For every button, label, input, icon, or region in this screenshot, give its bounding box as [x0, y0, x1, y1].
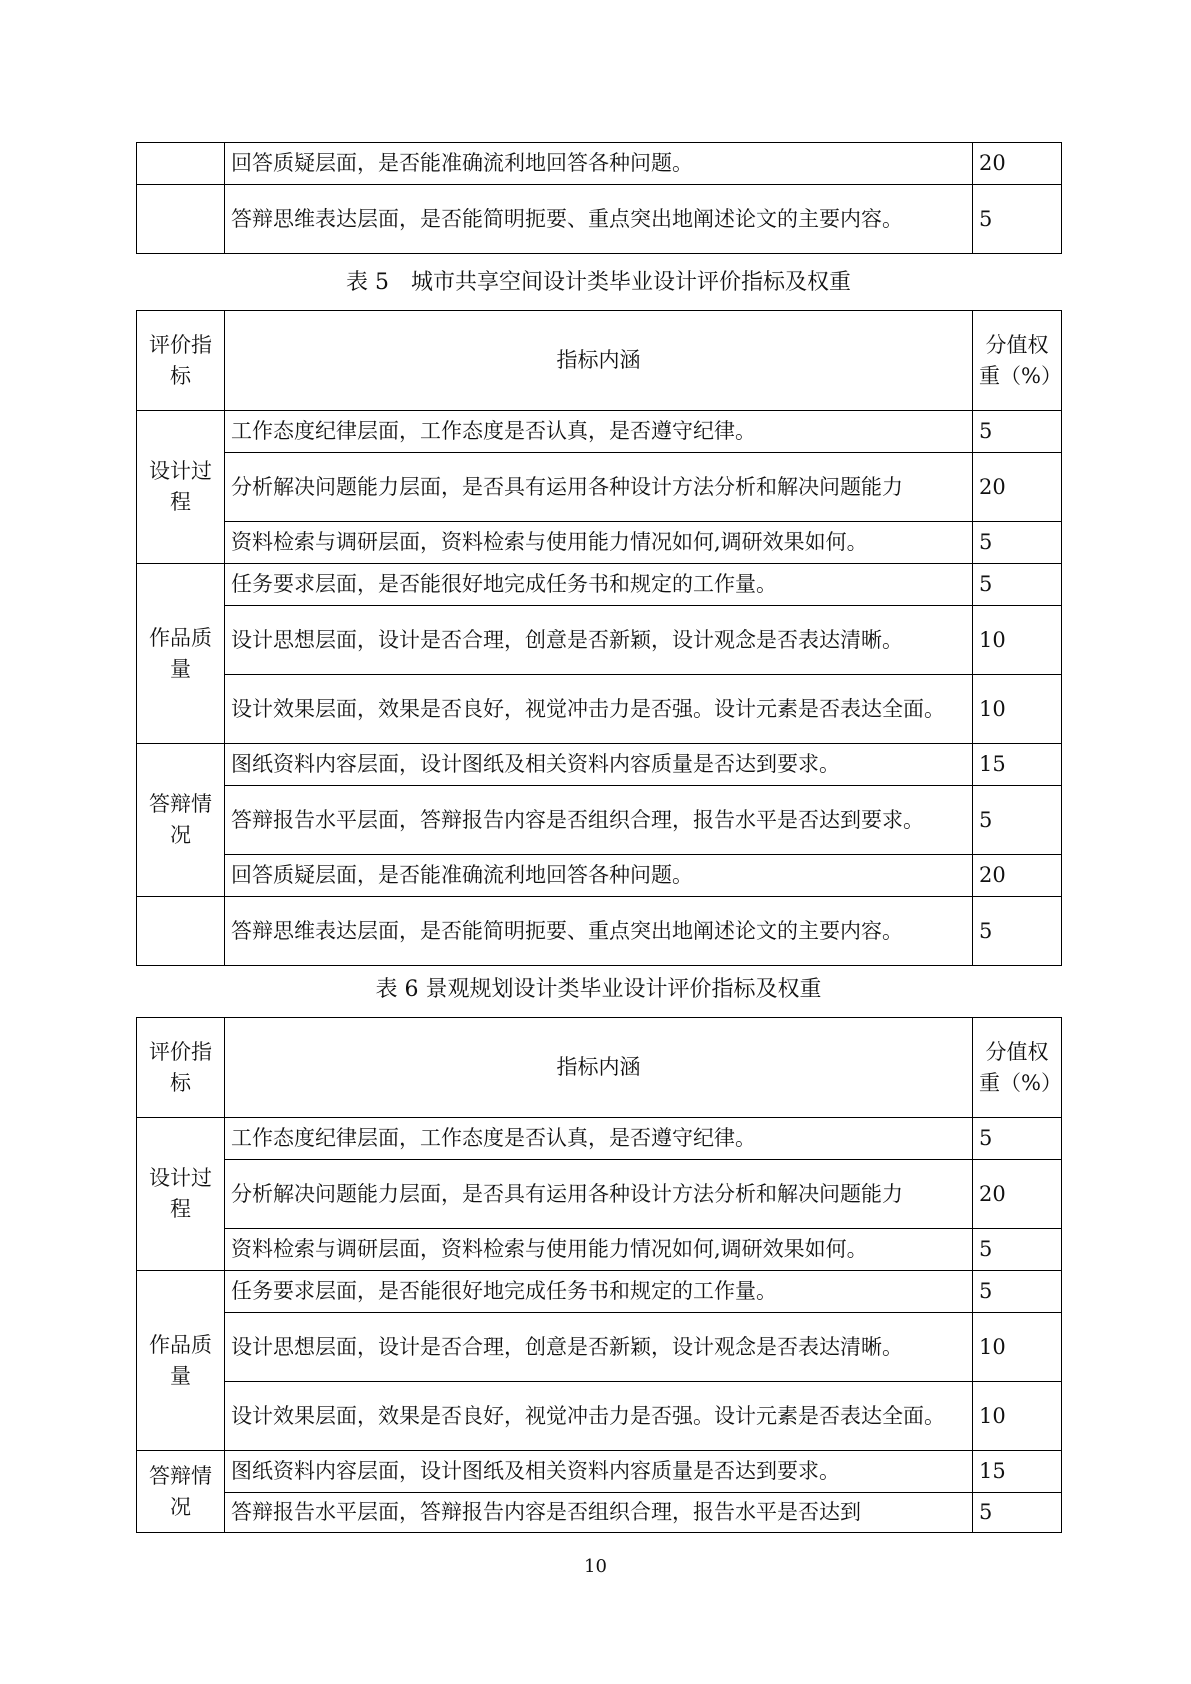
page-number: 10: [584, 1556, 607, 1577]
table-row: [137, 606, 1062, 675]
header-content: 指标内涵: [225, 1018, 973, 1118]
table-row: [137, 1160, 1062, 1229]
category-cell: 答辩情况: [137, 1451, 225, 1533]
content-cell: 工作态度纪律层面，工作态度是否认真，是否遵守纪律。: [225, 411, 973, 453]
table-row: [137, 1118, 1062, 1160]
table-row: [137, 897, 1062, 966]
table-row: [137, 185, 1062, 254]
table-row: [137, 411, 1062, 453]
content-cell: 资料检索与调研层面，资料检索与使用能力情况如何,调研效果如何。: [225, 1229, 973, 1271]
category-cell: 作品质量: [137, 1271, 225, 1451]
weight-cell: 5: [973, 786, 1062, 855]
content-cell: 设计效果层面，效果是否良好，视觉冲击力是否强。设计元素是否表达全面。: [225, 675, 973, 744]
content-cell: 设计效果层面，效果是否良好，视觉冲击力是否强。设计元素是否表达全面。: [225, 1382, 973, 1451]
weight-cell: 10: [973, 675, 1062, 744]
header-row: [137, 1018, 1062, 1118]
table-row: [137, 564, 1062, 606]
weight-cell: 15: [973, 744, 1062, 786]
weight-cell: 10: [973, 1313, 1062, 1382]
header-content: 指标内涵: [225, 311, 973, 411]
weight-cell: 5: [973, 1118, 1062, 1160]
content-cell: 任务要求层面，是否能很好地完成任务书和规定的工作量。: [225, 1271, 973, 1313]
weight-cell: 10: [973, 606, 1062, 675]
top-table: [136, 142, 1062, 254]
table5: [136, 310, 1062, 966]
table5-caption: 表 5 城市共享空间设计类毕业设计评价指标及权重: [346, 270, 851, 295]
category-cell: 答辩情况: [137, 744, 225, 897]
content-cell: 答辩思维表达层面，是否能简明扼要、重点突出地阐述论文的主要内容。: [225, 897, 973, 966]
weight-cell: 5: [973, 1271, 1062, 1313]
header-indicator: 评价指标: [137, 311, 225, 411]
weight-cell: 5: [973, 1493, 1062, 1533]
header-row: [137, 311, 1062, 411]
weight-cell: 20: [973, 453, 1062, 522]
weight-cell: 5: [973, 897, 1062, 966]
weight-cell: 20: [973, 855, 1062, 897]
category-cell: 设计过程: [137, 411, 225, 564]
table6: [136, 1017, 1062, 1533]
table-row: [137, 1382, 1062, 1451]
header-weight: 分值权重（%）: [973, 1018, 1062, 1118]
table-row: [137, 1229, 1062, 1271]
content-cell: 回答质疑层面，是否能准确流利地回答各种问题。: [225, 143, 973, 185]
table-row: [137, 1451, 1062, 1493]
category-cell: 作品质量: [137, 564, 225, 744]
table-row: [137, 453, 1062, 522]
weight-cell: 20: [973, 143, 1062, 185]
weight-cell: 5: [973, 522, 1062, 564]
table-row: [137, 143, 1062, 185]
header-weight: 分值权重（%）: [973, 311, 1062, 411]
weight-cell: 20: [973, 1160, 1062, 1229]
weight-cell: 5: [973, 564, 1062, 606]
weight-cell: 10: [973, 1382, 1062, 1451]
content-cell: 分析解决问题能力层面，是否具有运用各种设计方法分析和解决问题能力: [225, 453, 973, 522]
content-cell: 图纸资料内容层面，设计图纸及相关资料内容质量是否达到要求。: [225, 744, 973, 786]
content-cell: 答辩报告水平层面，答辩报告内容是否组织合理，报告水平是否达到要求。: [225, 786, 973, 855]
weight-cell: 15: [973, 1451, 1062, 1493]
content-cell: 答辩报告水平层面，答辩报告内容是否组织合理，报告水平是否达到: [225, 1493, 973, 1533]
weight-cell: 5: [973, 185, 1062, 254]
table-row: [137, 786, 1062, 855]
table-row: [137, 855, 1062, 897]
table-row: [137, 522, 1062, 564]
weight-cell: 5: [973, 411, 1062, 453]
content-cell: 分析解决问题能力层面，是否具有运用各种设计方法分析和解决问题能力: [225, 1160, 973, 1229]
table-row: [137, 1493, 1062, 1533]
table-row: [137, 744, 1062, 786]
content-cell: 工作态度纪律层面，工作态度是否认真，是否遵守纪律。: [225, 1118, 973, 1160]
weight-cell: 5: [973, 1229, 1062, 1271]
content-cell: 回答质疑层面，是否能准确流利地回答各种问题。: [225, 855, 973, 897]
content-cell: 设计思想层面，设计是否合理，创意是否新颖，设计观念是否表达清晰。: [225, 606, 973, 675]
table6-caption: 表 6 景观规划设计类毕业设计评价指标及权重: [375, 977, 822, 1002]
table-row: [137, 1271, 1062, 1313]
header-indicator: 评价指标: [137, 1018, 225, 1118]
category-cell: [137, 897, 225, 966]
table-row: [137, 675, 1062, 744]
content-cell: 资料检索与调研层面，资料检索与使用能力情况如何,调研效果如何。: [225, 522, 973, 564]
category-cell: [137, 185, 225, 254]
content-cell: 设计思想层面，设计是否合理，创意是否新颖，设计观念是否表达清晰。: [225, 1313, 973, 1382]
category-cell: [137, 143, 225, 185]
content-cell: 任务要求层面，是否能很好地完成任务书和规定的工作量。: [225, 564, 973, 606]
content-cell: 图纸资料内容层面，设计图纸及相关资料内容质量是否达到要求。: [225, 1451, 973, 1493]
content-cell: 答辩思维表达层面，是否能简明扼要、重点突出地阐述论文的主要内容。: [225, 185, 973, 254]
category-cell: 设计过程: [137, 1118, 225, 1271]
table-row: [137, 1313, 1062, 1382]
